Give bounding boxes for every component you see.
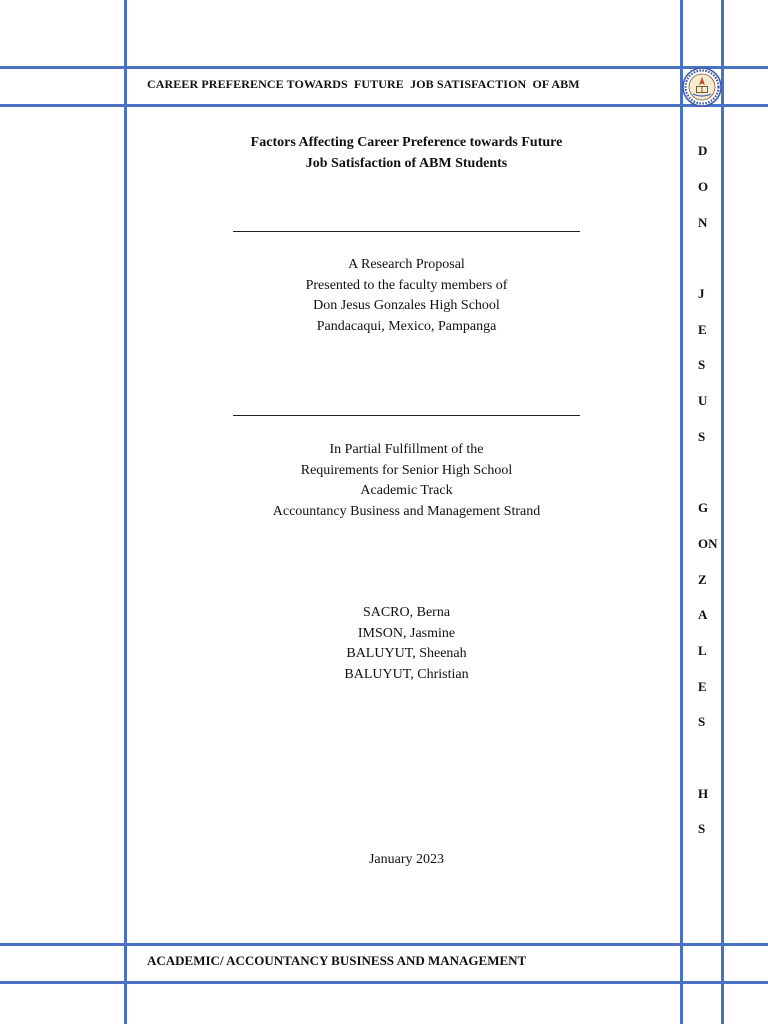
frame-line-right-outer (721, 0, 724, 1024)
frame-line-top (0, 66, 768, 69)
proposal-line: Pandacaqui, Mexico, Pampanga (316, 318, 497, 334)
divider-rule-1 (233, 231, 580, 232)
fulfillment-line: Academic Track (360, 483, 453, 498)
divider-rule-2 (233, 415, 580, 416)
proposal-block (233, 255, 580, 337)
author-name: SACRO, Berna (362, 605, 451, 620)
side-letter: ON (698, 536, 718, 551)
submission-date: January 2023 (368, 852, 445, 867)
fulfillment-line: Requirements for Senior High School (300, 462, 513, 478)
side-letter: J (698, 286, 705, 301)
thesis-title (233, 132, 580, 174)
fulfillment-line: Accountancy Business and Management Strand (272, 503, 541, 519)
thesis-title-line-2: Job Satisfaction of ABM Students (305, 156, 508, 171)
side-letter: G (698, 500, 709, 515)
frame-line-footer-top (0, 943, 768, 946)
proposal-line: A Research Proposal (348, 257, 465, 272)
side-letter: E (698, 679, 707, 694)
authors-block (233, 603, 580, 685)
side-letter: A (698, 607, 708, 622)
side-letter: O (698, 179, 709, 194)
date-block (233, 850, 580, 871)
author-name: BALUYUT, Christian (344, 666, 469, 682)
proposal-line: Presented to the faculty members of (305, 277, 508, 293)
side-letter: N (698, 215, 708, 230)
running-title: CAREER PREFERENCE TOWARDS FUTURE JOB SATISFACTION OF ABM (147, 77, 580, 91)
side-letter: L (698, 643, 707, 658)
side-letter: Z (698, 572, 707, 587)
side-letter: D (698, 143, 708, 158)
frame-line-left (124, 0, 127, 1024)
frame-line-right-inner (680, 0, 683, 1024)
thesis-title-line-1: Factors Affecting Career Preference towards Future (250, 135, 563, 150)
author-name: BALUYUT, Sheenah (346, 646, 467, 661)
fulfillment-block (233, 440, 580, 522)
side-letter: S (698, 357, 706, 372)
side-letter: S (698, 821, 706, 836)
frame-line-bottom (0, 981, 768, 984)
side-letter: E (698, 322, 707, 337)
frame-line-header-bottom (0, 104, 768, 107)
proposal-line: Don Jesus Gonzales High School (313, 298, 500, 313)
side-letter: U (698, 393, 708, 408)
fulfillment-line: In Partial Fulfillment of the (329, 442, 484, 457)
school-seal-icon (682, 67, 722, 107)
side-letter: H (698, 786, 709, 801)
side-letter: S (698, 714, 706, 729)
author-name: IMSON, Jasmine (357, 625, 456, 641)
footer-strand: ACADEMIC/ ACCOUNTANCY BUSINESS AND MANAGEMENT (147, 953, 527, 968)
side-letter: S (698, 429, 706, 444)
